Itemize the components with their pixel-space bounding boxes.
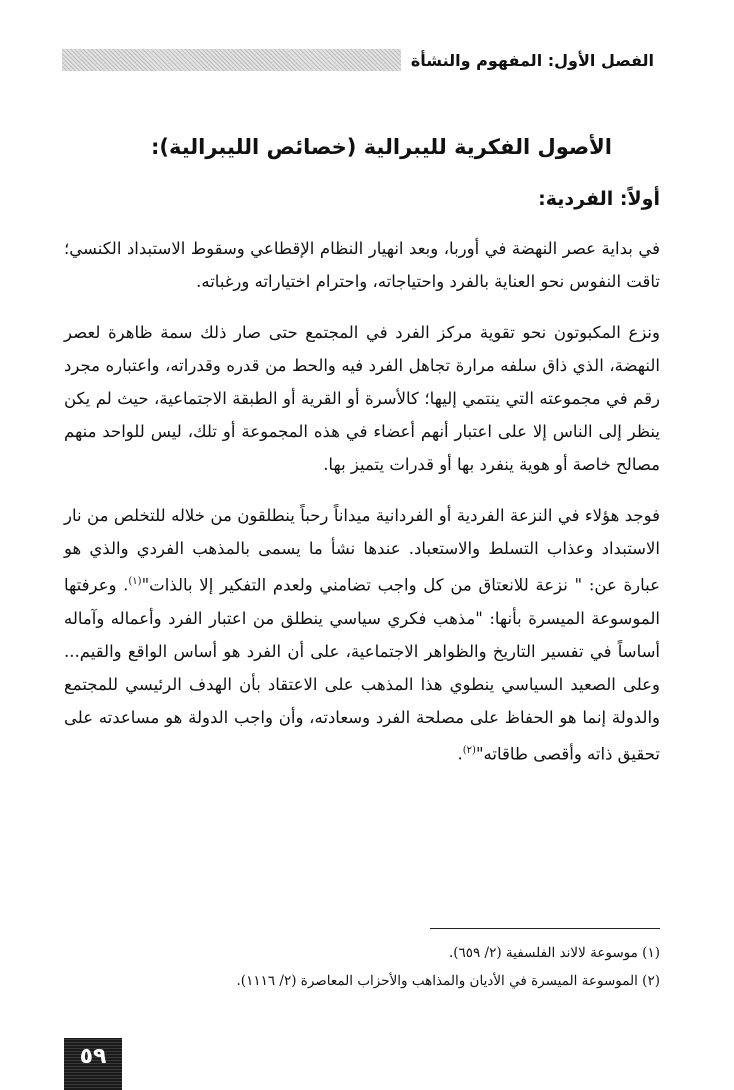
paragraph-2: ونزع المكبوتون نحو تقوية مركز الفرد في المجتمع حتى صار ذلك سمة ظاهرة لعصر النهضة، الذي ذاق سلفه مرارة تجاهل الفرد فيه والحط من قدره وقدراته، واعتباره مجرد رقم في مجموعته التي ينتمي إليها؛ كالأسرة أو القرية أو الطبقة الاجتماعية، حيث لم يكن ينظر إلى الناس إلا على اعتبار أنهم أعضاء في هذه المجموعة أو تلك، ليس للواحد منهم مصالح خاصة أو هوية ينفرد بها أو قدرات يتميز بها. [64,323,660,474]
paragraph-3-part-b: . وعرفتها الموسوعة الميسرة بأنها: "مذهب فكري سياسي ينطلق من اعتبار الفرد وأعماله وآماله أساساً في تفسير التاريخ والظواهر الاجتماعية، على أن الفرد هو أساس الواقع والقيم... وعلى الصعيد السياسي ينطوي هذا المذهب على الاعتقاد بأن الهدف الرئيسي للمجتمع والدولة إنما هو الحفاظ على مصلحة الفرد وسعادته، وأن واجب الدولة هو مساعدته على تحقيق ذاته وأقصى طاقاته" [64,575,660,763]
footnote-ref-1: (١) [128,576,142,587]
section-title: الأصول الفكرية لليبرالية (خصائص الليبرالية): [150,135,612,159]
page-body [64,128,660,788]
page-number: ٥٩ [64,1038,122,1090]
paragraph-3-part-a: فوجد هؤلاء في النزعة الفردية أو الفردانية ميداناً رحباً ينطلقون من خلاله للتخلص من نار الاستبداد وعذاب التسلط والاستعباد. عندها نشأ ما يسمى بالمذهب الفردي والذي هو عبارة عن: " نزعة للانعتاق من كل واجب تضامني ولعدم التفكير إلا بالذات" [64,506,660,595]
paragraph-3 [64,499,660,770]
footnote-divider [430,928,660,929]
paragraph-1: في بداية عصر النهضة في أوربا، وبعد انهيار النظام الإقطاعي وسقوط الاستبداد الكنسي؛ تاقت النفوس نحو العناية بالفرد واحتياجاته، واحترام اختياراته ورغباته. [64,239,660,291]
footnote-ref-2: (٢) [462,744,476,756]
sub-title: أولاً: الفردية: [538,188,660,210]
header-decorative-bar [62,49,401,71]
footnote-2: (٢) الموسوعة الميسرة في الأديان والمذاهب والأحزاب المعاصرة (٢/ ١١١٦). [236,973,660,989]
paragraph-3-part-c: . [457,744,463,763]
footnotes [64,928,660,995]
running-header [62,44,654,76]
footnote-1: (١) موسوعة لالاند الفلسفية (٢/ ٦٥٩). [448,945,660,961]
chapter-title: الفصل الأول: المفهوم والنشأة [410,50,654,70]
